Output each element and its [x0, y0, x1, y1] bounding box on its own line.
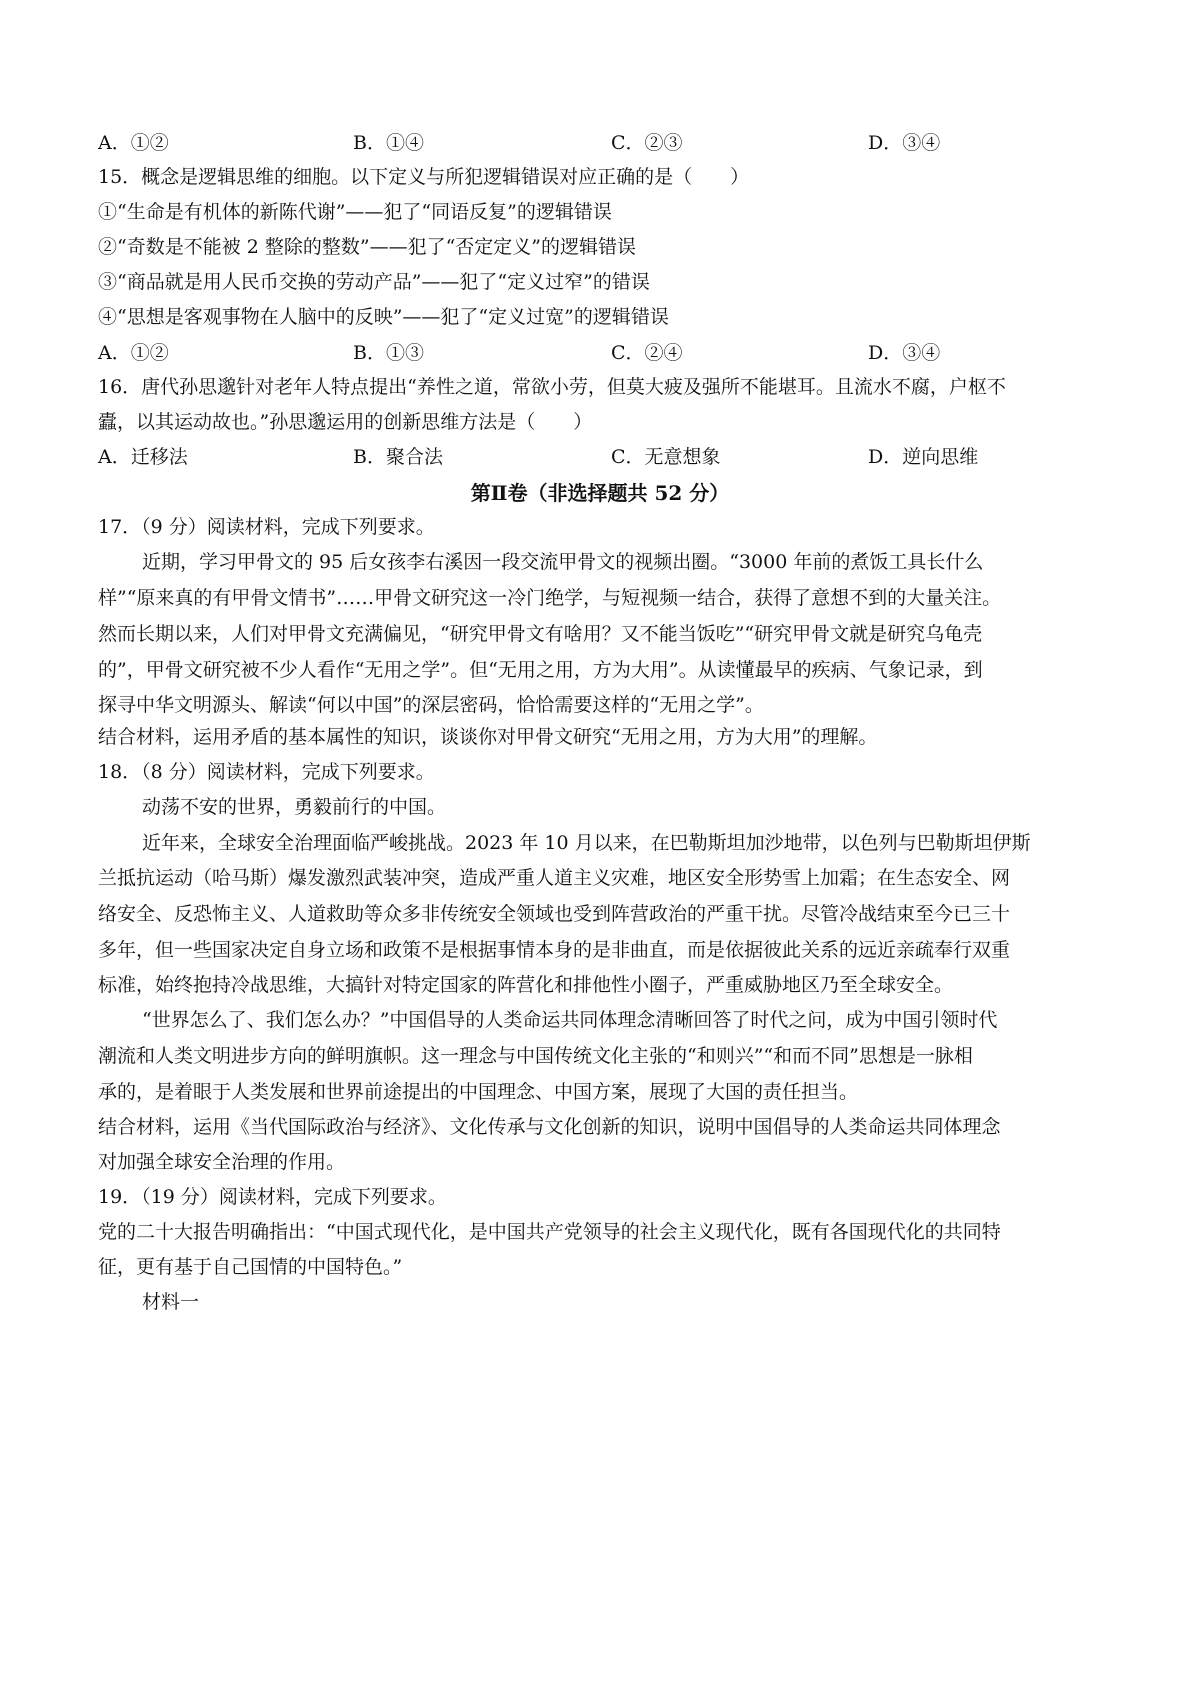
q17-material-line-5: 探寻中华文明源头、解读“何以中国”的深层密码，恰恰需要这样的“无用之学”。	[98, 694, 764, 716]
q18-para1-line-5: 标准，始终抱持冷战思维，大搞针对特定国家的阵营化和排他性小圈子，严重威胁地区乃至全球安全。	[98, 974, 954, 996]
q15-option-b: B．①③	[353, 342, 424, 364]
q15-item-3: ③“商品就是用人民币交换的劳动产品”——犯了“定义过窄”的错误	[98, 271, 650, 293]
q17-question: 结合材料，运用矛盾的基本属性的知识，谈谈你对甲骨文研究“无用之用，方为大用”的理解。	[98, 726, 878, 748]
q16-option-d: D．逆向思维	[868, 446, 979, 468]
q18-para2-line-3: 承的，是着眼于人类发展和世界前途提出的中国理念、中国方案，展现了大国的责任担当。	[98, 1081, 859, 1103]
q18-question-line-2: 对加强全球安全治理的作用。	[98, 1151, 346, 1173]
q19-intro-line-2: 征，更有基于自己国情的中国特色。”	[98, 1256, 403, 1278]
q15-item-4: ④“思想是客观事物在人脑中的反映”——犯了“定义过宽”的逻辑错误	[98, 306, 669, 328]
q16-stem-line-2: 蠹，以其运动故也。”孙思邈运用的创新思维方法是（ ）	[98, 411, 593, 433]
q14-options	[98, 128, 1108, 156]
q18-para1-line-4: 多年，但一些国家决定自身立场和政策不是根据事情本身的是非曲直，而是依据彼此关系的远近亲疏奉行双重	[98, 939, 1011, 961]
q16-option-c: C．无意想象	[611, 446, 721, 468]
q17-material-line-2: 样”“原来真的有甲骨文情书”……甲骨文研究这一冷门绝学，与短视频一结合，获得了意想不到的大量关注。	[98, 587, 1002, 609]
q18-para1-line-2: 兰抵抗运动（哈马斯）爆发激烈武装冲突，造成严重人道主义灾难，地区安全形势雪上加霜；在生态安全、网	[98, 867, 1011, 889]
q18-lead: 动荡不安的世界，勇毅前行的中国。	[142, 796, 447, 818]
q15-option-a: A．①②	[98, 342, 169, 364]
q15-option-c: C．②④	[611, 342, 683, 364]
q19-material-label: 材料一	[142, 1291, 200, 1313]
q18-header: 18．（8 分）阅读材料，完成下列要求。	[98, 761, 435, 783]
q18-para2-line-1: “世界怎么了、我们怎么办？”中国倡导的人类命运共同体理念清晰回答了时代之问，成为中国引领时代	[142, 1009, 998, 1031]
section-2-title: 第Ⅱ卷（非选择题共 52 分）	[470, 481, 730, 505]
q18-para1-line-3: 络安全、反恐怖主义、人道救助等众多非传统安全领域也受到阵营政治的严重干扰。尽管冷战结束至今已三十	[98, 903, 1011, 925]
q16-option-a: A．迁移法	[98, 446, 188, 468]
q15-item-1: ①“生命是有机体的新陈代谢”——犯了“同语反复”的逻辑错误	[98, 201, 612, 223]
q18-para2-line-2: 潮流和人类文明进步方向的鲜明旗帜。这一理念与中国传统文化主张的“和则兴”“和而不同”思想是一脉相	[98, 1045, 973, 1067]
q17-header: 17．（9 分）阅读材料，完成下列要求。	[98, 516, 435, 538]
q16-option-b: B．聚合法	[353, 446, 443, 468]
q16-stem-line-1: 16．唐代孙思邈针对老年人特点提出“养性之道，常欲小劳，但莫大疲及强所不能堪耳。且流水不腐，户枢不	[98, 376, 1006, 398]
q18-para1-line-1: 近年来，全球安全治理面临严峻挑战。2023 年 10 月以来，在巴勒斯坦加沙地带，以色列与巴勒斯坦伊斯	[142, 832, 1031, 854]
q16-options	[98, 442, 1108, 470]
q15-stem: 15．概念是逻辑思维的细胞。以下定义与所犯逻辑错误对应正确的是（ ）	[98, 166, 750, 188]
q14-option-d: D．③④	[868, 132, 941, 154]
q14-option-a: A．①②	[98, 132, 169, 154]
q15-option-d: D．③④	[868, 342, 941, 364]
q15-item-2: ②“奇数是不能被 2 整除的整数”——犯了“否定定义”的逻辑错误	[98, 236, 637, 258]
q14-option-b: B．①④	[353, 132, 424, 154]
q17-material-line-3: 然而长期以来，人们对甲骨文充满偏见，“研究甲骨文有啥用？又不能当饭吃”“研究甲骨文就是研究乌龟壳	[98, 623, 983, 645]
q14-option-c: C．②③	[611, 132, 683, 154]
q17-material-line-4: 的”，甲骨文研究被不少人看作“无用之学”。但“无用之用，方为大用”。从读懂最早的疾病、气象记录，到	[98, 659, 983, 681]
q15-options	[98, 338, 1108, 366]
q17-material-line-1: 近期，学习甲骨文的 95 后女孩李右溪因一段交流甲骨文的视频出圈。“3000 年前的煮饭工具长什么	[142, 551, 984, 573]
q19-header: 19．（19 分）阅读材料，完成下列要求。	[98, 1186, 447, 1208]
q19-intro-line-1: 党的二十大报告明确指出：“中国式现代化，是中国共产党领导的社会主义现代化，既有各国现代化的共同特	[98, 1221, 1001, 1243]
q18-question-line-1: 结合材料，运用《当代国际政治与经济》、文化传承与文化创新的知识，说明中国倡导的人类命运共同体理念	[98, 1116, 1001, 1138]
